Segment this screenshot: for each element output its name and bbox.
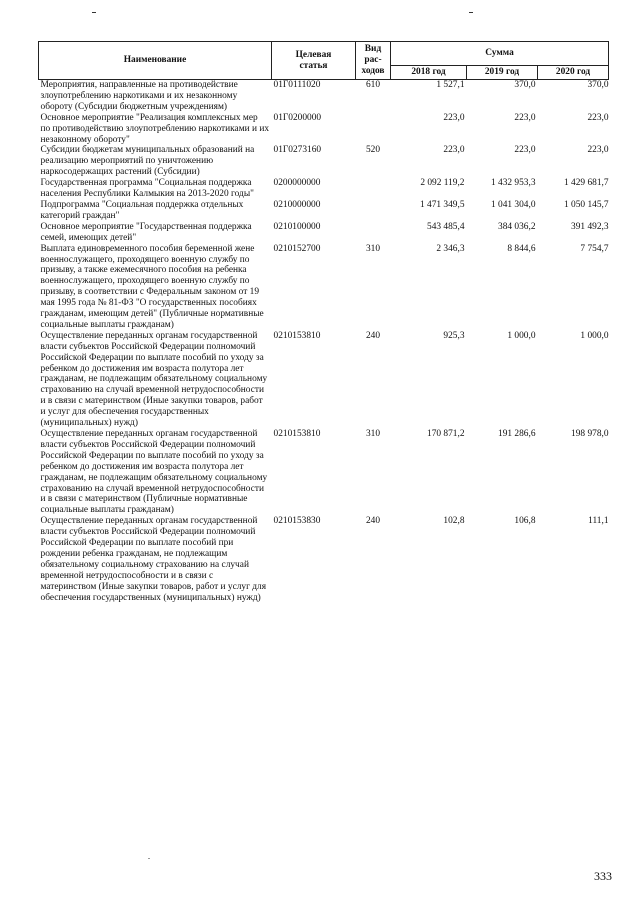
row-name: Осуществление переданных органам государственной власти субъектов Российской Федерации полномочий Российской Федерации по выплате пособий при рождении ребенка гражданам, не подлежащим обязательному социальному страхованию на случай временной нетрудоспособности и в связи с материнством (Иные закупки товаров, работ и услуг для обеспечения государственных (муниципальных) нужд) bbox=[40, 516, 267, 603]
table-row bbox=[39, 80, 609, 113]
header-kind-line3: ходов bbox=[361, 66, 385, 76]
row-kind: 310 bbox=[365, 243, 381, 254]
row-2018: 223,0 bbox=[443, 145, 465, 156]
row-name: Основное мероприятие "Государственная поддержка семей, имеющих детей" bbox=[40, 221, 252, 243]
table-row bbox=[39, 145, 609, 178]
row-kind: 520 bbox=[365, 145, 381, 156]
header-year-2020: 2020 год bbox=[538, 66, 609, 80]
row-name: Государственная программа "Социальная поддержка населения Республики Калмыкия на 2013-2020 годы" bbox=[40, 178, 254, 200]
row-name: Осуществление переданных органам государственной власти субъектов Российской Федерации полномочий Российской Федерации по выплате пособий по уходу за ребенком до достижения им возраста полутора лет гражданам, не подлежащим обязательному социальному страхованию на случай временной нетрудоспособности и в связи с материнством (Публичные нормативные социальные выплаты гражданам) bbox=[40, 429, 268, 516]
row-kind: 240 bbox=[365, 516, 381, 527]
table-row bbox=[39, 331, 609, 429]
row-2018: 102,8 bbox=[443, 516, 465, 527]
row-kind: 610 bbox=[365, 80, 381, 90]
row-name: Выплата единовременного пособия беременной жене военнослужащего, проходящего военную службу по призыву, а также ежемесячного пособия на ребенка военнослужащего, проходящего военную службу по призыву, в соответствии с Федеральным законом от 19 мая 1995 года № 81-ФЗ "О государственных пособиях гражданам, имеющим детей" (Публичные нормативные социальные выплаты гражданам) bbox=[40, 243, 264, 330]
row-code: 01Г0111020 bbox=[273, 80, 321, 90]
header-kind-line2: рас- bbox=[364, 55, 382, 65]
table-header bbox=[39, 42, 609, 80]
row-code: 0200000000 bbox=[273, 178, 321, 189]
table-row bbox=[39, 429, 609, 516]
row-code: 0210153830 bbox=[273, 516, 321, 527]
row-2018: 1 527,1 bbox=[436, 80, 465, 90]
header-kind-line1: Вид bbox=[364, 44, 382, 54]
table-row bbox=[39, 178, 609, 200]
row-code: 0210153810 bbox=[273, 330, 321, 341]
row-2019: 191 286,6 bbox=[498, 429, 536, 439]
top-right-mark bbox=[469, 12, 473, 13]
row-name: Мероприятия, направленные на противодействие злоупотреблению наркотиками и их незаконному обороту (Субсидии бюджетным учреждениям) bbox=[40, 80, 238, 112]
row-2019: 370,0 bbox=[514, 80, 536, 90]
row-code: 01Г0200000 bbox=[273, 112, 322, 123]
row-code: 0210153810 bbox=[273, 429, 321, 439]
row-kind: 310 bbox=[365, 429, 381, 439]
row-kind bbox=[356, 222, 391, 244]
row-2019: 1 041 304,0 bbox=[490, 199, 536, 210]
table-row bbox=[39, 516, 609, 603]
row-name: Субсидии бюджетам муниципальных образований на реализацию мероприятий по уничтожению наркосодержащих растений (Субсидии) bbox=[40, 145, 255, 178]
row-2020: 223,0 bbox=[587, 145, 609, 156]
row-2019: 1 432 953,3 bbox=[490, 178, 536, 189]
footer-mark bbox=[148, 858, 150, 859]
row-2020: 370,0 bbox=[587, 80, 609, 90]
page-number: 333 bbox=[594, 869, 612, 883]
row-2018: 925,3 bbox=[443, 330, 465, 341]
top-left-mark bbox=[92, 12, 96, 13]
header-code-line2: статья bbox=[299, 60, 328, 71]
budget-table bbox=[38, 41, 609, 604]
table-row bbox=[39, 200, 609, 222]
row-2020: 198 978,0 bbox=[571, 429, 609, 439]
header-code bbox=[272, 42, 356, 80]
header-year-2018: 2018 год bbox=[391, 66, 467, 80]
row-2020: 1 050 145,7 bbox=[564, 199, 609, 210]
header-code-line1: Целевая bbox=[295, 49, 332, 60]
row-2020: 1 000,0 bbox=[580, 330, 609, 341]
header-kind bbox=[356, 42, 391, 80]
row-2020: 391 492,3 bbox=[571, 221, 609, 232]
row-2020: 1 429 681,7 bbox=[564, 178, 609, 189]
row-2019: 223,0 bbox=[514, 112, 536, 123]
row-kind bbox=[356, 113, 391, 146]
row-2018: 543 485,4 bbox=[427, 221, 465, 232]
row-kind bbox=[356, 200, 391, 222]
row-2018: 1 471 349,5 bbox=[419, 199, 465, 210]
table-row bbox=[39, 113, 609, 146]
row-2019: 384 036,2 bbox=[498, 221, 536, 232]
row-name: Осуществление переданных органам государственной власти субъектов Российской Федерации полномочий Российской Федерации по выплате пособий по уходу за ребенком до достижения им возраста полутора лет гражданам, не подлежащим обязательному социальному страхованию на случай временной нетрудоспособности и в связи с материнством (Иные закупки товаров, работ и услуг для обеспечения государственных (муниципальных) нужд) bbox=[40, 330, 268, 429]
row-2018: 170 871,2 bbox=[427, 429, 465, 439]
table-row bbox=[39, 244, 609, 331]
row-code: 0210100000 bbox=[273, 221, 321, 232]
row-2018: 2 092 119,2 bbox=[420, 178, 465, 189]
table-row bbox=[39, 222, 609, 244]
row-code: 0210152700 bbox=[273, 243, 321, 254]
row-2019: 1 000,0 bbox=[507, 330, 536, 341]
row-kind bbox=[356, 178, 391, 200]
row-2019: 106,8 bbox=[514, 516, 536, 527]
row-2019: 8 844,6 bbox=[507, 243, 536, 254]
header-year-2019: 2019 год bbox=[467, 66, 538, 80]
row-code: 01Г0273160 bbox=[273, 145, 322, 156]
row-2020: 111,1 bbox=[588, 516, 609, 527]
row-2020: 7 754,7 bbox=[580, 243, 609, 254]
header-name: Наименование bbox=[39, 42, 272, 80]
row-name: Основное мероприятие "Реализация комплексных мер по противодействию злоупотреблению наркотиками и их незаконному обороту" bbox=[40, 112, 270, 145]
row-code: 0210000000 bbox=[273, 199, 321, 210]
row-2018: 223,0 bbox=[443, 112, 465, 123]
header-sum: Сумма bbox=[391, 42, 609, 66]
row-name: Подпрограмма "Социальная поддержка отдельных категорий граждан" bbox=[40, 199, 244, 221]
row-2020: 223,0 bbox=[587, 112, 609, 123]
row-2018: 2 346,3 bbox=[436, 243, 465, 254]
row-kind: 240 bbox=[365, 330, 381, 341]
row-2019: 223,0 bbox=[514, 145, 536, 156]
